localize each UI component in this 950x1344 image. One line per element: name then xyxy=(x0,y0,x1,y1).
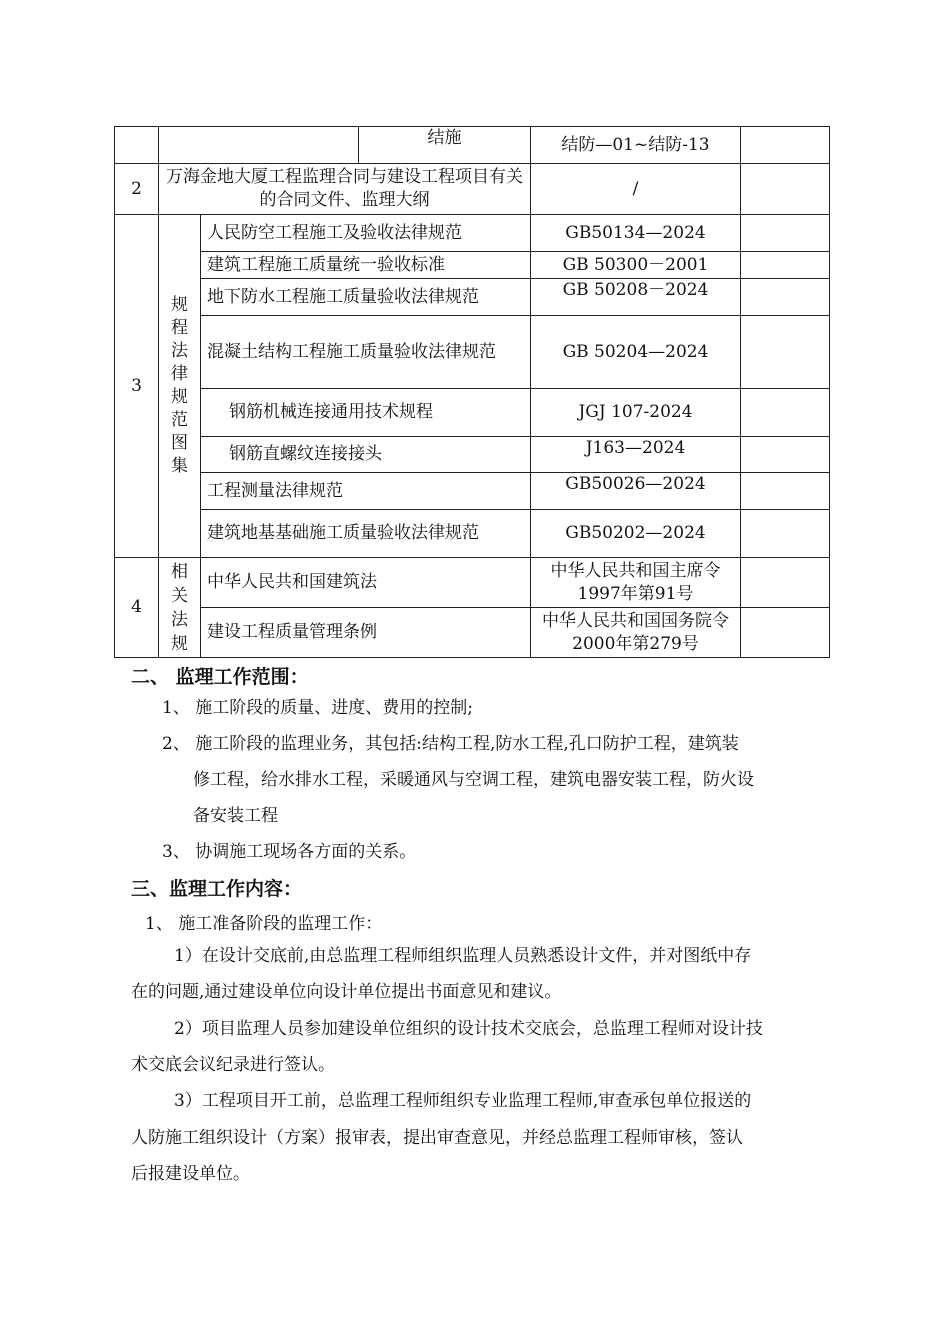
standard-name: 混凝土结构工程施工质量验收法律规范 xyxy=(201,316,531,389)
row-number: 3 xyxy=(115,215,159,558)
standard-name: 工程测量法律规范 xyxy=(201,473,531,510)
standard-code: GB 50208－2024 xyxy=(531,279,741,316)
category-cell: 规 程 法 律 规 范 图 集 xyxy=(159,215,201,558)
law-name: 建设工程质量管理条例 xyxy=(201,608,531,658)
paragraph-line: 人防施工组织设计（方案）报审表，提出审查意见，并经总监理工程师审核，签认 xyxy=(131,1128,743,1148)
law-name: 中华人民共和国建筑法 xyxy=(201,558,531,608)
code-cell: / xyxy=(531,164,741,215)
table-row xyxy=(115,252,830,279)
category-cell: 相 关 法 规 xyxy=(159,558,201,658)
drawing-type-cell: 结施 xyxy=(359,127,531,164)
sub-heading: 1、 施工准备阶段的监理工作： xyxy=(145,914,383,934)
table-row xyxy=(115,279,830,316)
drawing-code-cell: 结防—01~结防-13 xyxy=(531,127,741,164)
standard-code: GB 50300－2001 xyxy=(531,252,741,279)
standard-name: 钢筋机械连接通用技术规程 xyxy=(201,389,531,437)
table-row xyxy=(115,473,830,510)
section-heading: 三、监理工作内容： xyxy=(131,878,303,900)
standard-code: JGJ 107-2024 xyxy=(531,389,741,437)
paragraph-line: 2）项目监理人员参加建设单位组织的设计技术交底会，总监理工程师对设计技 xyxy=(174,1019,763,1039)
table-row xyxy=(115,316,830,389)
paragraph-line: 后报建设单位。 xyxy=(131,1164,250,1184)
table-row xyxy=(115,127,830,164)
paragraph-line: 1）在设计交底前,由总监理工程师组织监理人员熟悉设计文件，并对图纸中存 xyxy=(174,946,752,966)
section-heading: 二、 监理工作范围： xyxy=(131,666,309,688)
standard-code: GB 50204—2024 xyxy=(531,316,741,389)
paragraph-line: 在的问题,通过建设单位向设计单位提出书面意见和建议。 xyxy=(131,982,562,1002)
table-row xyxy=(115,510,830,558)
table-row xyxy=(115,558,830,608)
table-row xyxy=(115,608,830,658)
standard-name: 地下防水工程施工质量验收法律规范 xyxy=(201,279,531,316)
standard-code: GB50134—2024 xyxy=(531,215,741,252)
table-row xyxy=(115,437,830,473)
standard-code: GB50202—2024 xyxy=(531,510,741,558)
table-row xyxy=(115,215,830,252)
standard-name: 人民防空工程施工及验收法律规范 xyxy=(201,215,531,252)
standard-name: 建筑工程施工质量统一验收标准 xyxy=(201,252,531,279)
list-item: 3、 协调施工现场各方面的关系。 xyxy=(162,842,417,862)
list-item: 2、 施工阶段的监理业务，其包括:结构工程,防水工程,孔口防护工程，建筑装 xyxy=(162,734,739,754)
standard-code: GB50026—2024 xyxy=(531,473,741,510)
list-item: 1、 施工阶段的质量、进度、费用的控制; xyxy=(162,698,473,718)
standard-name: 钢筋直螺纹连接接头 xyxy=(201,437,531,473)
list-item-continued: 备安装工程 xyxy=(193,806,278,826)
paragraph-line: 3）工程项目开工前，总监理工程师组织专业监理工程师,审查承包单位报送的 xyxy=(174,1091,752,1111)
row-number: 2 xyxy=(115,164,159,215)
contract-docs-cell: 万海金地大厦工程监理合同与建设工程项目有关的合同文件、监理大纲 xyxy=(159,164,531,215)
table-row xyxy=(115,164,830,215)
standard-code: J163—2024 xyxy=(531,437,741,473)
standard-name: 建筑地基基础施工质量验收法律规范 xyxy=(201,510,531,558)
reference-table xyxy=(114,126,830,658)
row-number: 4 xyxy=(115,558,159,658)
list-item-continued: 修工程，给水排水工程，采暖通风与空调工程，建筑电器安装工程，防火设 xyxy=(193,770,754,790)
paragraph-line: 术交底会议纪录进行签认。 xyxy=(131,1055,335,1075)
law-code: 中华人民共和国国务院令2000年第279号 xyxy=(531,608,741,658)
table-row xyxy=(115,389,830,437)
law-code: 中华人民共和国主席令1997年第91号 xyxy=(531,558,741,608)
